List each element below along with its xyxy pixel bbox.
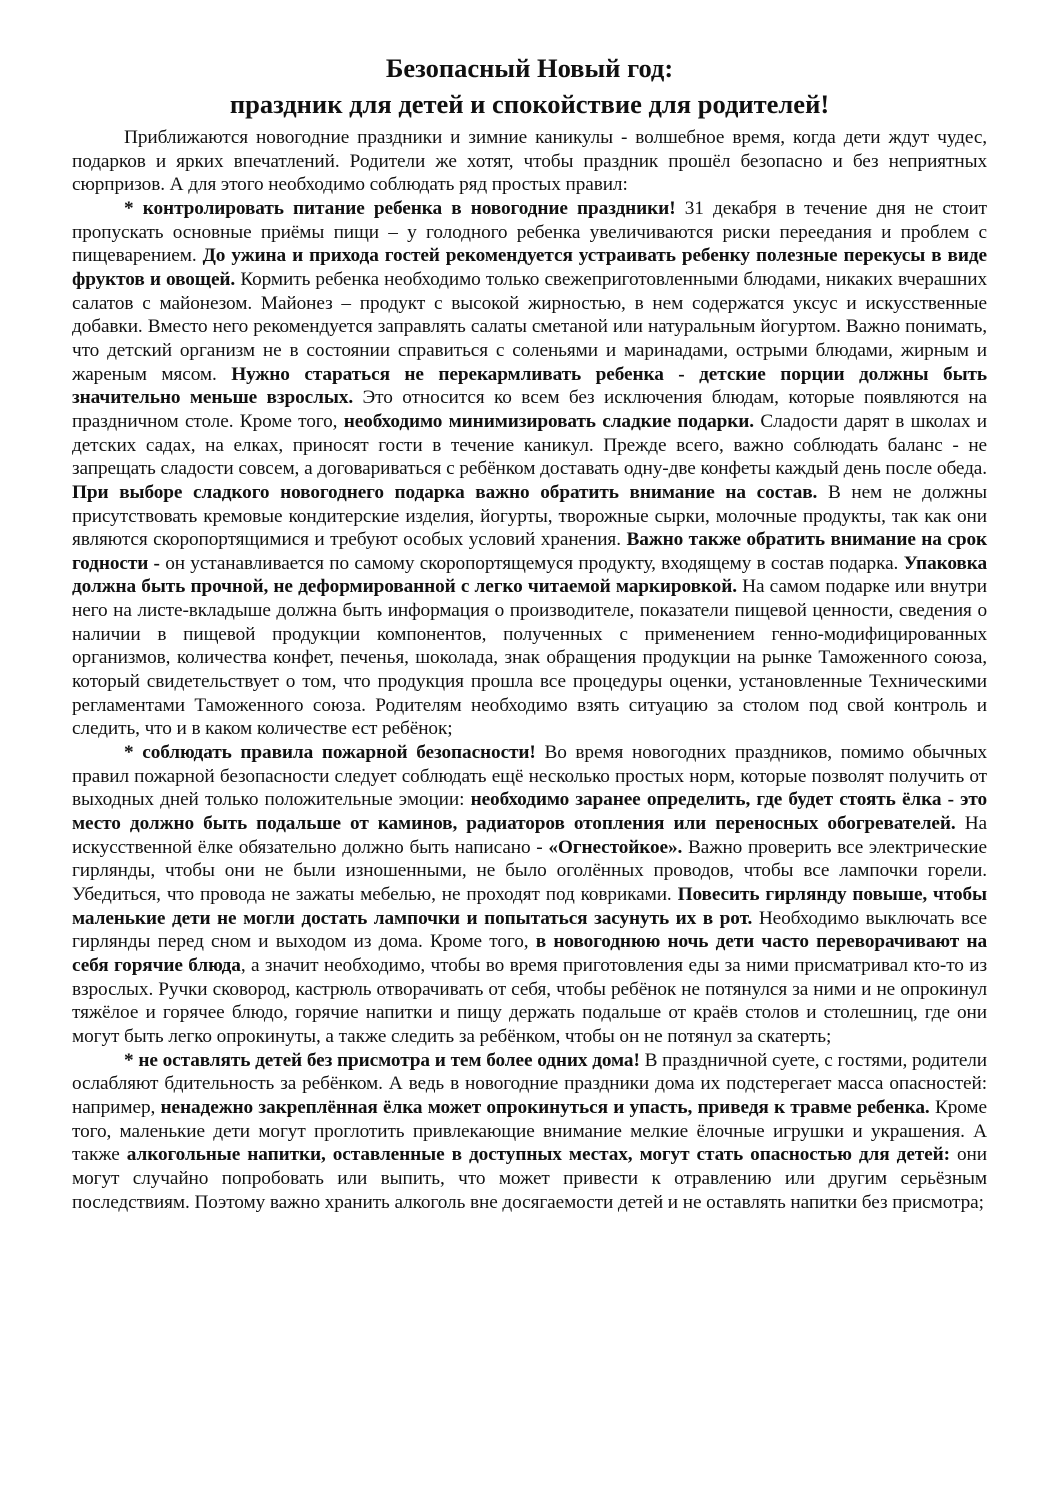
nutrition-rule-paragraph — [72, 197, 987, 741]
text-segment: он устанавливается по самому скоропортящемуся продукту, входящему в состав подарка. — [159, 552, 904, 574]
bold-text-segment: * не оставлять детей без присмотра и тем более одних дома! — [124, 1049, 640, 1071]
text-segment: На самом подарке или внутри него на листе-вкладыше должна быть информация о производителе, показатели пищевой ценности, сведения о наличии в пищевой продукции компонентов, полученных с применением генно-модифицированных организмов, количества конфет, печенья, шоколада, знак обращения продукции на рынке Таможенного союза, который свидетельствует о том, что продукция прошла все процедуры оценки, установленные Техническими регламентами Таможенного союза. Родителям необходимо взять ситуацию за столом под свой контроль и следить, что и в каком количестве ест ребёнок; — [72, 576, 987, 740]
text-segment: , а значит необходимо, чтобы во время приготовления еды за ними присматривал кто-то из взрослых. Ручки сковород, кастрюль отворачивать от себя, чтобы ребёнок не потянулся за ними и не опрокинул тяжёлое и горячее блюдо, горячие напитки и пищу держать подальше от краёв столов и столешниц, где они могут быть легко опрокинуты, а также следить за ребёнком, чтобы он не потянул за скатерть; — [72, 954, 987, 1047]
text-segment: Это относится ко всем без исключения блюдам, которые появляются на праздничном столе. Кроме того, — [72, 387, 987, 432]
bold-text-segment: Важно также обратить внимание на срок годности - — [72, 529, 987, 574]
bold-text-segment: При выборе сладкого новогоднего подарка важно обратить внимание на состав. — [72, 481, 818, 503]
bold-text-segment: ненадежно закреплённая ёлка может опрокинуться и упасть, приведя к травме ребенка. — [160, 1096, 930, 1118]
text-segment: Кормить ребенка необходимо только свежеприготовленными блюдами, никаких вчерашних салатов с майонезом. Майонез – продукт с высокой жирностью, в нем содержатся уксус и искусственные добавки. Вместо него рекомендуется заправлять салаты сметаной или натуральным йогуртом. Важно понимать, что детский организм не в состоянии справиться с соленьями и маринадами, острыми блюдами, жирным и жареным мясом. — [72, 268, 987, 385]
bold-text-segment: «Огнестойкое». — [548, 836, 683, 858]
text-segment: В нем не должны присутствовать кремовые кондитерские изделия, йогурты, творожные сырки, молочные продукты, так как они являются скоропортящимися и требуют особых условий хранения. — [72, 481, 987, 551]
text-segment: В праздничной суете, с гостями, родители ослабляют бдительность за ребёнком. А ведь в новогодние праздники дома их подстерегает масса опасностей: например, — [72, 1049, 988, 1118]
bold-text-segment: алкогольные напитки, оставленные в доступных местах, могут стать опасностью для детей: — [126, 1144, 950, 1166]
text-segment: Приближаются новогодние праздники и зимние каникулы - волшебное время, когда дети ждут чудес, подарков и ярких впечатлений. Родители же хотят, чтобы праздник прошёл безопасно и без неприятных сюрпризов. А для этого необходимо соблюдать ряд простых правил: — [72, 127, 987, 196]
fire-safety-rule-paragraph — [72, 741, 987, 1049]
title-line-2: праздник для детей и спокойствие для родителей! — [229, 89, 830, 119]
text-segment: На искусственной ёлке обязательно должно быть написано - — [72, 813, 987, 858]
bold-text-segment: необходимо минимизировать сладкие подарки. — [343, 410, 754, 432]
document-body — [72, 126, 987, 1214]
bold-text-segment: необходимо заранее определить, где будет стоять ёлка - это место должно быть подальше от каминов, радиаторов отопления или переносных обогревателей. — [72, 789, 987, 835]
bold-text-segment: Упаковка должна быть прочной, не деформированной с легко читаемой маркировкой. — [72, 552, 987, 598]
bold-text-segment: До ужина и прихода гостей рекомендуется устраивать ребенку полезные перекусы в виде фруктов и овощей. — [72, 245, 987, 290]
document-title — [72, 50, 987, 122]
supervision-rule-paragraph — [72, 1049, 987, 1215]
intro-paragraph — [72, 126, 987, 197]
text-segment: Важно проверить все электрические гирлянды, чтобы они не были изношенными, не было оголённых проводов, чтобы все лампочки горели. Убедиться, что провода не зажаты мебелью, не проходят под ковриками. — [72, 836, 987, 905]
text-segment: они могут случайно попробовать или выпить, что может привести к отравлению или другим серьёзным последствиям. Поэтому важно хранить алкоголь вне досягаемости детей и не оставлять напитки без присмотра; — [72, 1144, 987, 1213]
text-segment: Во время новогодних праздников, помимо обычных правил пожарной безопасности следует соблюдать ещё несколько простых норм, которые позволят получить от выходных дней только положительные эмоции: — [72, 742, 987, 811]
document-page — [72, 50, 987, 1214]
bold-text-segment: Повесить гирлянду повыше, чтобы маленькие дети не могли достать лампочки и попытаться засунуть их в рот. — [72, 884, 987, 929]
text-segment: Необходимо выключать все гирлянды перед сном и выходом из дома. Кроме того, — [72, 907, 987, 953]
bold-text-segment: * соблюдать правила пожарной безопасности! — [124, 742, 536, 764]
bold-text-segment: в новогоднюю ночь дети часто переворачивают на себя горячие блюда — [72, 931, 987, 976]
bold-text-segment: Нужно стараться не перекармливать ребенка - детские порции должны быть значительно меньше взрослых. — [72, 363, 987, 409]
bold-text-segment: * контролировать питание ребенка в новогодние праздники! — [124, 197, 676, 219]
text-segment: Сладости дарят в школах и детских садах, на елках, приносят гости в течение каникул. Прежде всего, важно соблюдать баланс - не запрещать сладости совсем, а договариваться с ребёнком доставать одну-две конфеты каждый день после обеда. — [72, 410, 987, 480]
text-segment: Кроме того, маленькие дети могут проглотить привлекающие внимание мелкие ёлочные игрушки и украшения. А также — [72, 1096, 987, 1166]
title-line-1: Безопасный Новый год: — [385, 53, 674, 83]
text-segment: 31 декабря в течение дня не стоит пропускать основные приёмы пищи – у голодного ребенка увеличиваются риски переедания и проблем с пищеварением. — [72, 197, 987, 267]
